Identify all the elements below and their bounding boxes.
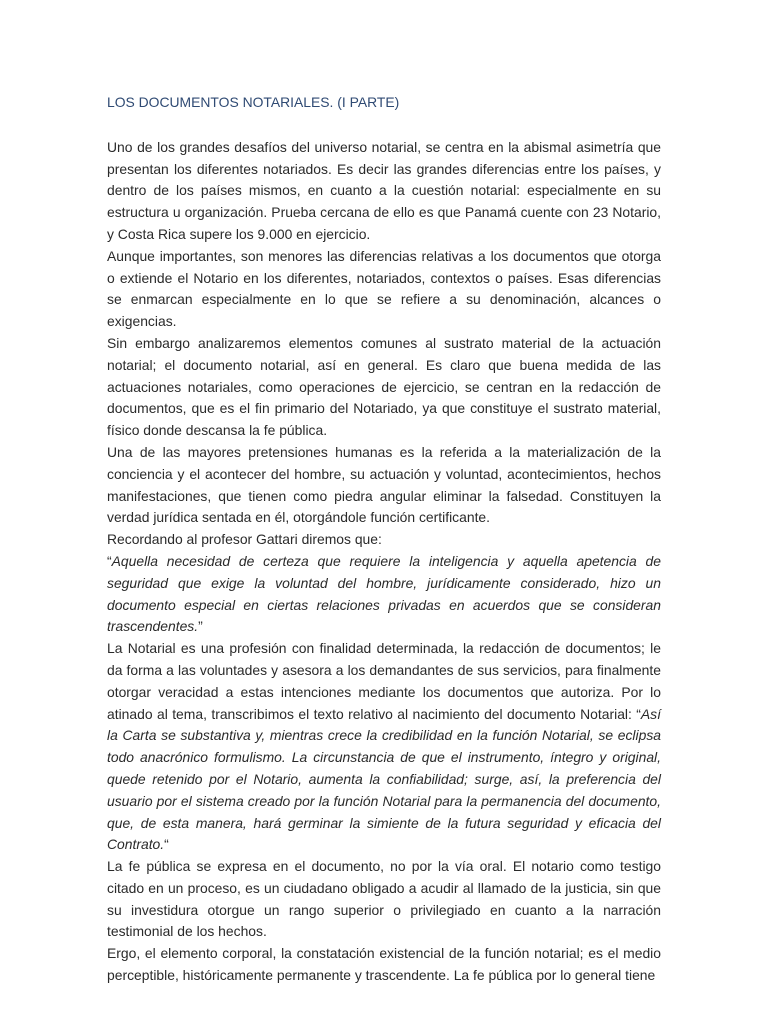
quoted-text: Aquella necesidad de certeza que requiere la inteligencia y aquella apetencia de seguridad que exige la voluntad del hombre, jurídicamente considerado, hizo un documento especial en ciertas relaciones privadas en acuerdos que se consideran trascendentes. (107, 552, 661, 635)
document-page (107, 92, 661, 987)
document-title: LOS DOCUMENTOS NOTARIALES. (I PARTE) (107, 94, 400, 110)
paragraph-text: Sin embargo analizaremos elementos comunes al sustrato material de la actuación notarial; el documento notarial, así en general. Es claro que buena medida de las actuaciones notariales, como operaciones de ejercicio, se centran en la redacción de documentos, que es el fin primario del Notariado, ya que constituye el sustrato material, físico donde descansa la fe pública. (107, 334, 661, 439)
paragraph-text: ” (198, 618, 203, 635)
paragraph-text: Una de las mayores pretensiones humanas es la referida a la materialización de la conciencia y el acontecer del hombre, su actuación y voluntad, acontecimientos, hechos manifestaciones, que tienen como piedra angular eliminar la falsedad. Constituyen la verdad jurídica sentada en él, otorgándole función certificante. (107, 443, 661, 526)
paragraph-8 (107, 856, 661, 943)
paragraph-9 (107, 943, 661, 987)
paragraph-text: Ergo, el elemento corporal, la constatación existencial de la función notarial; es el medio perceptible, históricamente permanente y trascendente. La fe pública por lo general tiene (107, 945, 661, 984)
paragraph-text: La fe pública se expresa en el documento, no por la vía oral. El notario como testigo citado en un proceso, es un ciudadano obligado a acudir al llamado de la justicia, sin que su investidura otorgue un rango superior o privilegiado en cuanto a la narración testimonial de los hechos. (107, 858, 661, 940)
paragraph-2 (107, 246, 661, 333)
paragraph-5 (107, 529, 661, 551)
paragraph-text: La Notarial es una profesión con finalidad determinada, la redacción de documentos; le da forma a las voluntades y asesora a los demandantes de sus servicios, para finalmente otorgar veracidad a estas intenciones mediante los documentos que autoriza. Por lo atinado al tema, transcribimos el texto relativo al nacimiento del documento Notarial: “ (107, 640, 661, 722)
paragraph-text: “ (107, 552, 112, 569)
paragraph-text: Recordando al profesor Gattari diremos que: (107, 531, 382, 548)
paragraph-1 (107, 137, 661, 246)
paragraph-7 (107, 638, 661, 856)
paragraph-6 (107, 551, 661, 638)
paragraph-text: “ (164, 836, 169, 853)
paragraph-3 (107, 333, 661, 442)
paragraph-text: Aunque importantes, son menores las diferencias relativas a los documentos que otorga o extiende el Notario en los diferentes, notariados, contextos o países. Esas diferencias se enmarcan especialmente en lo que se refiere a su denominación, alcances o exigencias. (107, 247, 661, 330)
paragraph-text: Uno de los grandes desafíos del universo notarial, se centra en la abismal asimetría que presentan los diferentes notariados. Es decir las grandes diferencias entre los países, y dentro de los países mismos, en cuanto a la cuestión notarial: especialmente en su estructura u organización. Prueba cercana de ello es que Panamá cuente con 23 Notario, y Costa Rica supere los 9.000 en ejercicio. (107, 138, 661, 242)
paragraph-4 (107, 442, 661, 529)
quoted-text: Así la Carta se substantiva y, mientras crece la credibilidad en la función Notarial, se eclipsa todo anacrónico formulismo. La circunstancia de que el instrumento, íntegro y original, quede retenido por el Notario, aumenta la confiabilidad; surge, así, la preferencia del usuario por el sistema creado por la función Notarial para la permanencia del documento, que, de esta manera, hará germinar la simiente de la futura seguridad y eficacia del Contrato. (107, 705, 661, 853)
document-body (107, 137, 661, 987)
